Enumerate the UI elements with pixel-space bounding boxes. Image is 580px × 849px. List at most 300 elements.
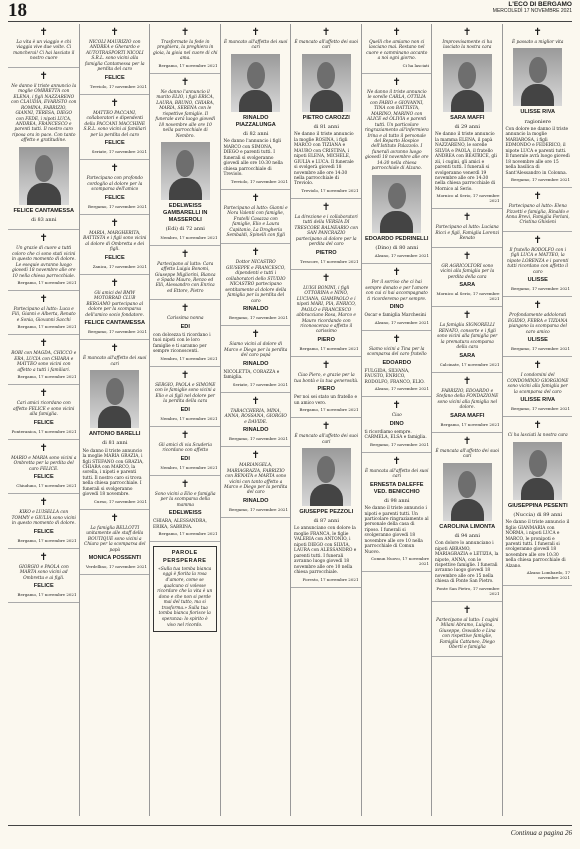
obituary-notice [8,24,79,68]
obituary-notice [8,335,79,385]
notice-intro: FABRIZIO, EDOARDO e Stefano della FONDAZIONE sono vicini alla famiglia nel dolore. [436,388,499,411]
masthead [493,2,572,14]
deceased-age: di 29 anni [454,124,480,130]
cross-icon: ✝ [251,27,260,38]
deceased-age: di 81 anni [313,124,339,130]
quote-box-text: «Sulla tua tomba bianca oggi è fiorita la rosa d'amore, come se qualcuno ci volesse ricordare che la vita è un dono e che non si perde mai del tutto, ma si trasforma.» Sulla tua tomba bianca fiorisce la speranza: lo spirito è vivo nel ricordo. [157,566,213,628]
deceased-name: FELICE [33,583,54,590]
notice-intro: Ci ha lasciati la nostra cara [507,433,568,439]
notice-intro: Cari amici ricordano con affetto FELICE e sono vicini alla famiglia. [13,401,75,418]
notice-place-date: Bergamo, 17 novembre 2021 [299,407,359,412]
cross-icon: ✝ [181,429,190,441]
obituary-columns [8,24,572,816]
obituary-notice [150,246,220,301]
cross-icon: ✝ [181,248,190,260]
cross-icon: ✝ [181,369,190,381]
notice-intro: La famiglia BELLOTTI unitamente alle staff della BOUTIQUE sono vicini a Chiara per la scomparsa del papà [84,525,146,553]
deceased-name: RINALDO [243,360,269,367]
notice-place-date: Nembro, 17 novembre 2021 [160,464,218,470]
cross-icon: ✝ [181,76,190,88]
notice-text: Per noi sei stato un fratello e un amico vero. [294,395,358,406]
obituary-notice [432,209,502,247]
notice-intro: Per il sorriso che ci hai sempre donato e per l'amore con cui ci hai accompagnato ti ricorderemo per sempre. [365,280,429,302]
notice-text: NICOLETTA, CORAZZA e famiglia. [223,369,280,381]
deceased-name: EDOARDO PEDRINELLI [365,235,429,242]
notice-place-date: Bergamo, 17 novembre 2021 [511,406,570,412]
deceased-name: GIUSEPPINA PESENTI [507,502,568,509]
notice-intro: Trasformate la fede in preghiera, la preghiera in gioia, la gioia nel cuore di chi ama. [153,40,218,62]
obituary-notice [291,24,361,199]
obituary-notice [503,24,573,188]
portrait-body [451,499,484,521]
deceased-name: FELICE CANTAMESSA [84,320,145,327]
page-header [8,0,572,22]
cross-icon: ✝ [110,217,119,229]
notice-text: ti ricordiamo sempre. CARMELA, ELSA e famiglia. [364,429,427,441]
obituary-notice [503,357,573,417]
cross-icon: ✝ [322,272,331,284]
notice-place-date: Bergamo, 17 novembre 2021 [299,346,359,352]
deceased-name: RINALDO PIAZZALUNGA [235,114,276,128]
notice-intro: La famiglia SIGNORELLI RENATO, consorte e i figli sono vicini alla famiglia per la prematura scomparsa della cara [437,323,498,351]
notice-place-date: Bergamo, 17 novembre 2021 [17,374,77,380]
notice-place-date: Bergamo, 17 novembre 2021 [511,176,570,182]
obituary-notice [291,418,361,588]
cross-icon: ✝ [110,97,119,109]
cross-icon: ✝ [392,76,401,88]
notice-place-date: Bergamo, 17 novembre 2021 [229,315,288,321]
cross-icon: ✝ [463,27,472,38]
page-footer [8,825,572,839]
notice-intro: LUIGI BONINI, i figli OTTORINA e NINO, LUCIANA, GIAMPAOLO e i nipoti MARI, PIA, ENRICO, PAOLO e FRANCESCO abbracciano Rosa, Marco e Mauro ricordando con riconoscenza e affetto il carissimo [296,285,356,335]
cross-icon: ✝ [39,497,48,509]
portrait-head [529,450,547,477]
obituary-notice [432,24,502,209]
obituary-notice [8,494,79,549]
deceased-name: PIETRO CAROZZI [302,114,350,121]
notice-intro: È mancato all'affetto dei suoi cari [223,40,288,51]
notice-place-date: Verdellino, 17 novembre 2021 [85,564,147,570]
cross-icon: ✝ [39,388,48,400]
notice-place-date: Comun Nuovo, 17 novembre 2021 [371,556,429,567]
obituary-notice [221,393,291,448]
portrait-photo [302,448,351,506]
obituary-notice [8,440,79,495]
obituary-notice [150,300,220,366]
notice-place-date: Nembro, 17 novembre 2021 [160,355,218,361]
deceased-name: SARA MAFFI [450,114,485,121]
deceased-name: PIERO [317,336,335,343]
cross-icon: ✝ [463,435,472,447]
deceased-name: FELICE [104,74,125,81]
obituary-notice [80,510,150,575]
quote-box-title: PAROLE PERSPERARE [162,550,207,564]
notice-place-date: Calcinate, 17 novembre 2021 [439,361,500,367]
portrait-head [388,183,406,210]
cross-icon: ✝ [533,191,542,203]
notice-intro: Dottor NICASTRO GIUSEPPE e FRANCESCO, dipendenti e tutti i collaboratori dello STUDIO NICASTRO partecipano sentitamente al dolore della famiglia per la perdita del caro [225,260,287,304]
deceased-name: EDELWEISS [168,510,202,517]
notice-place-date: Alzano, 17 novembre 2021 [374,386,429,391]
notice-text: Ne danno il triste annuncio la mamma ELENA, il papà NAZZARENO, le sorelle SILVIA e PAOLA, il fratello ANDREA con BEATRICE, gli zii, i cugini, gli amici e parenti tutti. I funerali si svolgeranno venerdì 19 novembre alle ore 14:30 nella chiesa parrocchiale di Mornico al Serio. [435,132,497,192]
obituary-notice [432,433,502,602]
notice-intro: SERGIO, PAOLA e SIMONE con le famiglie sono vicini a Elio e ai figli nel dolore per la perdita della cara [154,382,216,405]
cross-icon: ✝ [463,310,472,322]
cross-icon: ✝ [39,27,48,38]
obituary-column [79,24,150,816]
deceased-name: FELICE [104,254,125,261]
notice-place-date: Bergamo, 17 novembre 2021 [158,62,218,68]
notice-place-date: Alzano, 17 novembre 2021 [374,253,429,259]
obituary-notice [150,367,220,427]
cross-icon: ✝ [533,27,542,38]
deceased-age: di 87 anni [313,518,339,525]
obituary-notice [362,453,432,573]
portrait-body [27,183,61,205]
cross-icon: ✝ [251,192,260,204]
cross-icon: ✝ [181,27,190,38]
notice-intro: Partecipano al lutto: Luca e Fili, Gianni e Alberta, Renato e Sonia, Giovanni Sacchi [11,307,76,323]
cross-icon: ✝ [39,233,48,245]
obituary-notice [150,476,220,542]
cross-icon: ✝ [533,420,542,432]
portrait-head [247,62,265,89]
portrait-head [106,378,124,405]
deceased-age: (Edi) di 72 anni [165,226,205,233]
deceased-name: PIETRO [315,249,337,256]
notice-place-date: Zanica, 17 novembre 2021 [92,263,147,269]
notice-text: Con dolore ne danno il triste annuncio la moglie MARIAROSA, i figli EDMONDO e FEDERICO, il nipote LUCA e parenti tutti. Il funerale avrà luogo giovedì 18 novembre alle ore 15 nella basilica di Sant'Alessandro in Colonna. [505,126,570,176]
notice-intro: Partecipano con profondo cordoglio al dolore per la scomparsa dell'amico [86,176,143,193]
portrait-photo [513,442,562,500]
notice-intro: Partecipano al lutto: Elena Pizzetti e famiglia, Rinaldo e Anna Brevi, Famiglia Forlani, Cristina Ghisleni [505,204,570,226]
notice-intro: È mancato all'affetto dei suoi cari [294,434,359,445]
obituary-notice [432,307,502,372]
notice-place-date: Bergamo, 17 novembre 2021 [511,286,570,292]
cross-icon: ✝ [110,27,119,38]
portrait-head [317,456,335,483]
notice-place-date: Trescore, 17 novembre 2021 [299,258,359,264]
obituary-notice [221,244,291,326]
notice-place-date: Curno, 17 novembre 2021 [93,498,147,504]
notice-place-date: Bergamo, 17 novembre 2021 [370,441,429,447]
notice-intro: Carissima nonna [166,316,204,322]
obituary-column [8,24,79,816]
obituary-column [502,24,573,816]
deceased-name: FELICE CANTAMESSA [13,207,74,214]
notice-intro: È passato a miglior vita [512,40,564,45]
cross-icon: ✝ [392,267,401,279]
portrait-body [169,178,202,200]
notice-place-date: Bergamo, 17 novembre 2021 [17,324,77,330]
notice-place-date: Foresto, 17 novembre 2021 [302,576,359,582]
notice-intro: La vita è un viaggio e chi viaggia vive due volte. Ci mancherai! Ci hai lasciato il nostro cuore [13,40,75,62]
portrait-photo [302,54,351,112]
notice-intro: Ne danno l'annuncio il marito ELIO, i figli ERICA, LAURA, BRUNO, CHIARA, MARIA, SERENA con le rispettive famiglie. Il funerale avrà luogo giovedì 18 novembre alle ore 10 nella parrocchiale di Nembro. [155,89,216,139]
notice-intro: MARIA, MARGHERITA, BATTISTA e i figli sono vicini al dolore di Ombretta e dei figli. [83,230,147,253]
notice-intro: Sono vicini a Elio e famiglia per la scomparsa della mamma [154,491,216,508]
cross-icon: ✝ [463,212,472,224]
obituary-notice [362,331,432,397]
notice-intro: Ne danno il triste annuncio le sorelle CARLA, OTTILIA con FABIO e GIOVANNI, TINA con BATTISTA, MARINO, MARINO con ALICE ed OLIVIA e parenti tutti. Un particolare ringraziamento all'infermiera Irina e al tutto il personale del Reparto Hospice dell'Istituto Palazzolo. I funerali avranno luogo giovedì 18 novembre alle ore 14:30 nella chiesa parrocchiale di Alzano. [364,89,429,172]
portrait-body [380,211,413,233]
cross-icon: ✝ [39,442,48,454]
notice-intro: Gli amici del BMW MOTORRAD CLUB BERGAMO partecipano al dolore per la scomparsa dell'amico socio fondatore. [85,290,145,318]
obituary-notice [150,24,220,74]
page-number: 18 [8,0,27,21]
deceased-name: ULISSE RIVA [520,109,556,116]
deceased-name: EDI [180,455,190,462]
deceased-name: MONICA POSSENTI [88,555,141,562]
notice-intro: I condomini del CONDOMINIO GIORGIONE sono vicini alla famiglia per la scomparsa del caro [507,373,569,395]
obituary-notice [80,24,150,95]
deceased-age: (Nuccia) di 89 anni [513,511,563,518]
cross-icon: ✝ [39,551,48,563]
cross-icon: ✝ [392,400,401,412]
cross-icon: ✝ [463,250,472,262]
deceased-name: EDOARDO [382,359,412,366]
notice-place-date: Bergamo, 17 novembre 2021 [229,506,288,512]
notice-intro: Ciao Piero, e grazie per la tua bontà e la tua generosità. [294,373,359,384]
obituary-notice [8,230,79,291]
portrait-photo [19,147,69,205]
notice-place-date: Bergamo, 17 novembre 2021 [440,421,500,427]
portrait-body [451,90,484,112]
notice-text: Con dolore lo annunciano i nipoti ABRAMO, MARIAGRAZIA e LETIZIA, la nipote, ANNA, con le rispettive famiglie. I funerali avranno luogo giovedì 18 novembre alle ore 15 nella chiesa di Ponte San Pietro. [435,541,499,585]
cross-icon: ✝ [39,70,48,82]
cross-icon: ✝ [463,375,472,387]
deceased-name: PIERO [317,386,335,392]
obituary-notice [8,68,79,230]
obituary-notice [291,199,361,270]
deceased-name: ERNESTA DALEFFE VED. BENICCHIO [370,481,424,495]
notice-text: Ne danno l'annuncio i figli MARCO con SIMONA, DIEGO e parenti tutti. I funerali si svolgeranno giovedì alle ore 10:30 nella chiesa parrocchiale di Treviolo. [223,139,283,178]
notice-intro: La direzione e i collaboratori tutti della VERSIA DI TRESCORE BALNEARIO con SAN PANCRAZIO partecipano al dolore per la perdita del caro [294,214,358,248]
notice-text: Ne danno il triste annuncio la moglie ROSINA, i figli MARCO con TIZIANA e MAURO con CRISTINA, i nipoti ELENA, MICHELE, GIULIA e LUCA. Il funerale si svolgerà giovedì 18 novembre alle ore 14:30 nella parrocchiale di Treviolo. [294,132,354,187]
cross-icon: ✝ [251,395,260,407]
notice-intro: Quelli che amiamo non ci lasciano mai. Restano nel cuore e camminano accanto a noi ogni giorno. [366,40,428,62]
obituary-notice [8,549,79,604]
deceased-name: GIUSEPPE PEZZOLI [299,508,354,515]
obituary-notice [221,447,291,518]
cross-icon: ✝ [533,360,542,372]
cross-icon: ✝ [533,234,542,246]
deceased-name: RINALDO [243,497,269,504]
portrait-photo [513,48,562,106]
notice-place-date: Nembro, 17 novembre 2021 [160,415,218,421]
cross-icon: ✝ [533,300,542,312]
notice-place-date: Treviolo, 17 novembre 2021 [230,178,288,184]
obituary-notice [150,427,220,476]
notice-intro: MARIO e MARIA sono vicini a Ombretta per la perdita del caro FELICE. [11,455,77,472]
notice-place-date: Bergamo, 17 novembre 2021 [158,531,218,537]
deceased-name: EDI [180,323,190,330]
notice-place-date: Bergamo, 17 novembre 2021 [17,592,77,598]
obituary-notice [362,264,432,330]
portrait-head [458,62,476,89]
cross-icon: ✝ [392,455,401,467]
deceased-name: RINALDO [243,427,269,433]
notice-text: con dolcezza ti ricordano i tuoi nipoti con le loro famiglie e ti saranno per sempre riconoscenti. [153,332,211,355]
obituary-notice [432,373,502,433]
obituary-notice [291,357,361,418]
deceased-name: DINO [389,420,404,427]
cross-icon: ✝ [110,512,119,524]
portrait-body [521,84,554,106]
notice-place-date: Bergamo, 17 novembre 2021 [17,537,77,543]
deceased-name: DINO [389,304,404,311]
obituary-notice [80,160,150,215]
notice-intro: È mancata all'affetto dei suoi cari [364,468,429,480]
obituary-notice [503,417,573,586]
notice-place-date: Treviolo, 17 novembre 2021 [301,187,359,193]
notice-text: Ne danno il triste annuncio i nipoti e parenti tutti. Un particolare ringraziamento al personale della casa di riposo. I funerali si svolgeranno giovedì 18 novembre alle ore 10 nella parrocchiale di Comun Nuovo. [364,506,429,555]
notice-place-date: Bergamo, 17 novembre 2021 [17,279,77,285]
obituary-notice [8,291,79,335]
notice-place-date: Bergamo, 17 novembre 2021 [511,346,570,352]
portrait-photo [90,370,139,428]
obituary-column [431,24,502,816]
deceased-age: di 83 anni [31,216,57,223]
deceased-name: SARA MAFFI [450,412,485,419]
notice-text: Ne danno il triste annuncio il figlio GIANMARIA con NORMA, i nipoti LUCA e MARCO, le pronipoti e parenti tutti. I funerali si svolgeranno giovedì 18 novembre alle ore 10:30 nella chiesa parrocchiale di Alzano. [505,520,570,569]
notice-place-date: Nembro, 17 novembre 2021 [160,234,218,240]
obituary-notice [80,95,150,160]
notice-intro: Partecipano al lutto: I cugini Milani Abramo, Luigina, Giuseppe, Oswaldo e Lina con rispettive famiglie, Famiglia Cattaneo, Diego Oberti e famiglia [436,618,499,651]
obituary-notice [80,215,150,275]
quote-box [153,546,217,632]
deceased-name: SARA [459,282,476,289]
cross-icon: ✝ [181,478,190,490]
cross-icon: ✝ [392,27,401,38]
notice-text: CHIARA, ALESSANDRA, ERIKA, SABRINA. [153,519,207,530]
deceased-name: ULISSE [527,337,548,344]
notice-intro: Un grazie di cuore a tutti coloro che ci sono stati vicini in questo momento di dolore. Le esequie avranno luogo giovedì 18 novembre alle ore 10 nella chiesa parrocchiale. [11,246,76,279]
notice-place-date: Seriate, 17 novembre 2021 [91,149,147,155]
cross-icon: ✝ [322,27,331,38]
deceased-name: FELICE [33,474,54,481]
portrait-head [176,150,194,177]
notice-text: Ne danno il triste annuncio la moglie MARIA GRAZIA, i figli STEFANO con GRAZIA, CHIARA con MARCO, la sorella, i nipoti e parenti tutti. Il nostro caro si trova nella chiesa parrocchiale. I funerali si svolgeranno giovedì 18 novembre. [82,448,144,498]
deceased-age: di 98 anni [384,497,410,504]
notice-place-date: Alzano, 17 novembre 2021 [374,319,429,325]
notice-place-date: Mornico al Serio, 17 novembre 2021 [436,193,500,204]
notice-intro: GIORGIO e PAOLA con MARTA sono vicini ad Ombretta e ai figli. [18,564,69,581]
cross-icon: ✝ [110,343,119,355]
obituary-notice [362,24,432,74]
obituary-notice [503,232,573,297]
deceased-name: ULISSE RIVA [520,397,556,404]
notice-place-date: Seriate, 17 novembre 2021 [232,381,288,387]
cross-icon: ✝ [110,163,119,175]
notice-intro: Improvvisamente ci ha lasciato la nostra cara [442,40,493,51]
notice-intro: ROBI con MAGDA, CHICCO e ERA, LUCIA con CHIARA e MATTEO sono vicini con affetto a tutti i familiari. [11,351,77,373]
portrait-head [317,62,335,89]
deceased-name: SARA [459,352,476,359]
notice-intro: Il fratello RODOLFO con i figli LUCA e MATTEO, la nipote LORENZA e i parenti tutti ricordano con affetto il caro [506,247,569,275]
portrait-body [310,484,343,506]
deceased-age: di 81 anni [102,440,128,447]
obituary-notice [221,326,291,392]
obituary-notice [80,340,150,510]
deceased-name: FELICE [104,140,125,147]
deceased-name: ANTONIO BARELLI [89,431,141,438]
obituary-column [149,24,220,816]
obituary-notice [80,275,150,340]
deceased-name: EDI [180,406,190,413]
notice-intro: Profondamente addolorati EGIDIO, FEBRA e TIZIANA piangono la scomparsa del caro amico [507,313,568,335]
obituary-notice [221,24,291,190]
obituary-notice [221,190,291,245]
portrait-photo [443,463,492,521]
notice-text: Lo annunciano con dolore la moglie FRANCA, le figlie VALERIA con ANTONIO, i nipoti DIEGO con SILVIA, LAURA con ALESSANDRO e parenti tutti. I funerali avranno luogo giovedì 18 novembre alle ore 10 nella chiesa parrocchiale. [294,526,357,576]
obituary-notice [432,248,502,308]
issue-date: MERCOLEDÌ 17 NOVEMBRE 2021 [492,7,572,14]
notice-intro: Ne danno il triste annuncio la moglie OMBRETTA con ELENA, i figli NAZZARENO con CLAUDIA, EVARISTO con ROMINA, FABRIZIO, GIANNI, TERESA, DIEGO con FEDE, i nipoti LUCA, ANDREA, FRANCESCO e parenti tutti. Il nostro caro riposa ora in pace. Con tanto affetto e gratitudine. [11,83,77,144]
deceased-name: FELICE [33,419,54,426]
deceased-name: FELICE [104,194,125,201]
portrait-photo [161,142,210,200]
obituary-notice [362,397,432,453]
deceased-age: ragioniere [524,118,551,125]
obituary-column [361,24,432,816]
portrait-photo [231,54,280,112]
newspaper-name: L'ECO DI BERGAMO [508,1,572,8]
deceased-name: ULISSE [527,277,548,284]
deceased-name: FELICE [33,528,54,535]
notice-intro: MARIANGELA, MARIAGRAZIA, FABRIZIO con RENATA e MARTA sono vicini con tanto affetto a Marco e Diego per la perdita del caro [224,463,288,496]
portrait-photo [443,54,492,112]
obituary-column [290,24,361,816]
notice-intro: Siamo vicini a Tina per la scomparsa del caro fratello [366,346,427,358]
portrait-body [521,478,554,500]
notice-intro: Partecipano al lutto: Cara affetto Luigia Bonomi, Giuseppe Migliorini, Bianca e Spada Mauro, Renzo ed Elli, Alessandro con Enrica ed Ettore, Pietro [154,261,216,294]
notice-intro: TABACCHERIA, MINA, ANNA, ROSSANA, GIORGIO e DAVIDE. [224,408,287,425]
continue-note: Continua a pagina 26 [510,829,572,837]
notice-intro: KIKO e LUISELLA con TOMMY e GIULIA sono vicini in questo momento di dolore. [11,510,76,527]
notice-intro: È mancata all'affetto dei suoi cari [435,448,500,460]
notice-intro: NICOLI MAURIZIO con ANDREA e Gherardo e AUTOTRASPORTI NICOLI S.R.L. sono vicini alla famiglia Cantamessa per la perdita del caro [84,40,145,73]
cross-icon: ✝ [392,333,401,345]
notice-place-date: Ponte San Pietro, 17 novembre 2021 [436,585,500,596]
notice-place-date: Chiuduno, 17 novembre 2021 [16,483,77,489]
notice-place-date: Bergamo, 17 novembre 2021 [229,436,288,442]
cross-icon: ✝ [251,450,260,462]
obituary-notice [291,270,361,357]
cross-icon: ✝ [39,294,48,306]
deceased-name: EDELWEISS GAMBARELLI IN MASSEROLI [163,202,208,224]
cross-icon: ✝ [39,338,48,350]
cross-icon: ✝ [110,277,119,289]
deceased-name: CAROLINA LIMONTA [439,523,496,530]
portrait-head [35,155,53,182]
notice-place-date: Treviolo, 17 novembre 2021 [89,83,147,89]
cross-icon: ✝ [463,605,472,616]
obituary-column [220,24,291,816]
notice-place-date: Mornico al Serio, 17 novembre 2021 [436,291,500,302]
notice-intro: GR AGRICOLTORI sono vicini alla famiglia per la perdita della cara [440,263,495,280]
cross-icon: ✝ [322,201,331,213]
obituary-notice [362,74,432,264]
cross-icon: ✝ [322,421,331,433]
obituary-notice [503,188,573,232]
cross-icon: ✝ [251,247,260,259]
deceased-age: (Dino) di 80 anni [375,244,419,251]
notice-place-date: Ci ha lasciati [402,62,429,68]
notice-intro: È mancato all'affetto dei suoi cari [294,40,359,51]
notice-intro: Gli amici di via Scuderia ricordano con affetto [158,442,212,454]
cross-icon: ✝ [322,360,331,372]
